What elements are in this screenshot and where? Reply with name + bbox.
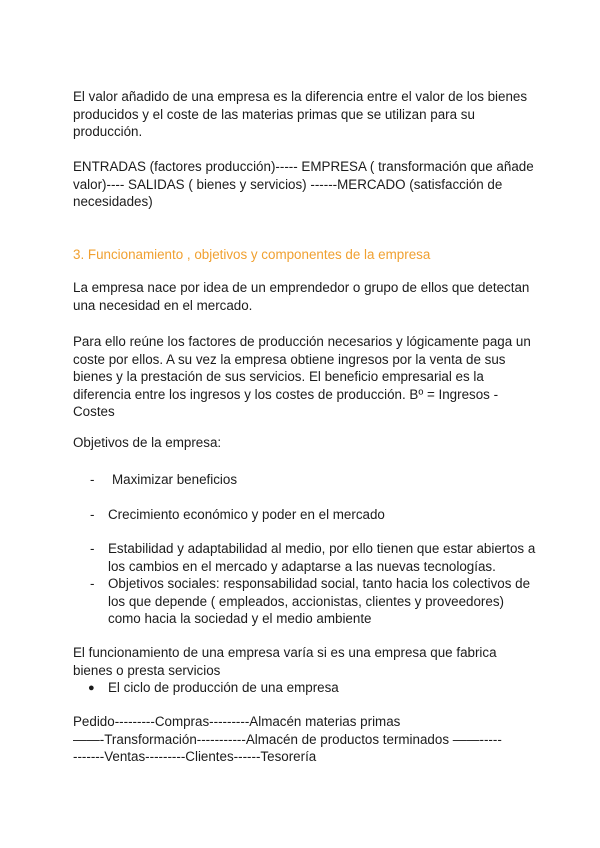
section-heading (73, 246, 533, 264)
text-line: ——-Transformación-----------Almacén de productos terminados ——----- (73, 731, 502, 747)
text-line: Crecimiento económico y poder en el mercado (108, 507, 385, 522)
text-line: Objetivos sociales: responsabilidad social, tanto hacia los colectivos de (108, 576, 531, 591)
heading-text: 3. Funcionamiento , objetivos y componentes de la empresa (73, 247, 431, 262)
objectives-title (73, 434, 533, 452)
text-line: Objetivos de la empresa: (73, 435, 222, 450)
text-line: Maximizar beneficios (112, 472, 238, 487)
text-line: los que depende ( empleados, accionistas, clientes y proveedores) (108, 593, 504, 609)
paragraph-funcionamiento (73, 644, 533, 679)
text-line: Costes (73, 404, 115, 419)
paragraph-factores (73, 333, 533, 421)
text-line: El valor añadido de una empresa es la diferencia entre el valor de los bienes (73, 89, 528, 104)
text-line: coste por ellos. A su vez la empresa obtiene ingresos por la venta de sus (73, 351, 506, 367)
text-line: bienes o presta servicios (73, 662, 221, 678)
text-line: ENTRADAS (factores producción)----- EMPRESA ( transformación que añade (73, 159, 534, 174)
text-line: La empresa nace por idea de un emprendedor o grupo de ellos que detectan (73, 280, 530, 295)
ciclo-produccion (73, 713, 533, 766)
list-item (108, 575, 548, 628)
paragraph-flujo (73, 158, 533, 211)
text-line: Estabilidad y adaptabilidad al medio, por ello tienen que estar abiertos a (108, 541, 536, 556)
text-line: El funcionamiento de una empresa varía si es una empresa que fabrica (73, 645, 497, 660)
text-line: como hacia la sociedad y el medio ambiente (108, 611, 372, 626)
list-item (112, 471, 552, 489)
text-line: Pedido---------Compras---------Almacén materias primas (73, 714, 401, 729)
text-line: una necesidad en el mercado. (73, 297, 253, 313)
list-item (108, 506, 548, 524)
text-line: producidos y el coste de las materias primas que se utilizan para su (73, 106, 475, 122)
text-line: los cambios en el mercado y adaptarse a las nuevas tecnologías. (108, 558, 496, 574)
paragraph-valor-anadido (73, 88, 533, 141)
list-dash: - (90, 507, 95, 522)
text-line: producción. (73, 124, 143, 139)
text-line: -------Ventas---------Clientes------Tesorería (73, 749, 317, 764)
list-dash: - (90, 576, 95, 591)
paragraph-nacimiento (73, 279, 533, 314)
text-line: valor)---- SALIDAS ( bienes y servicios) ------MERCADO (satisfacción de (73, 176, 503, 192)
text-line: necesidades) (73, 194, 153, 209)
list-dash: - (90, 541, 95, 556)
text-line: El ciclo de producción de una empresa (108, 680, 339, 695)
text-line: Para ello reúne los factores de producción necesarios y lógicamente paga un (73, 334, 531, 349)
bullet-icon: ● (88, 682, 95, 694)
text-line: diferencia entre los ingresos y los costes de producción. Bº = Ingresos - (73, 386, 499, 402)
text-line: bienes y la prestación de sus servicios. El beneficio empresarial es la (73, 369, 484, 384)
list-dash: - (90, 472, 95, 487)
list-item (108, 540, 548, 575)
bullet-item (108, 679, 548, 697)
